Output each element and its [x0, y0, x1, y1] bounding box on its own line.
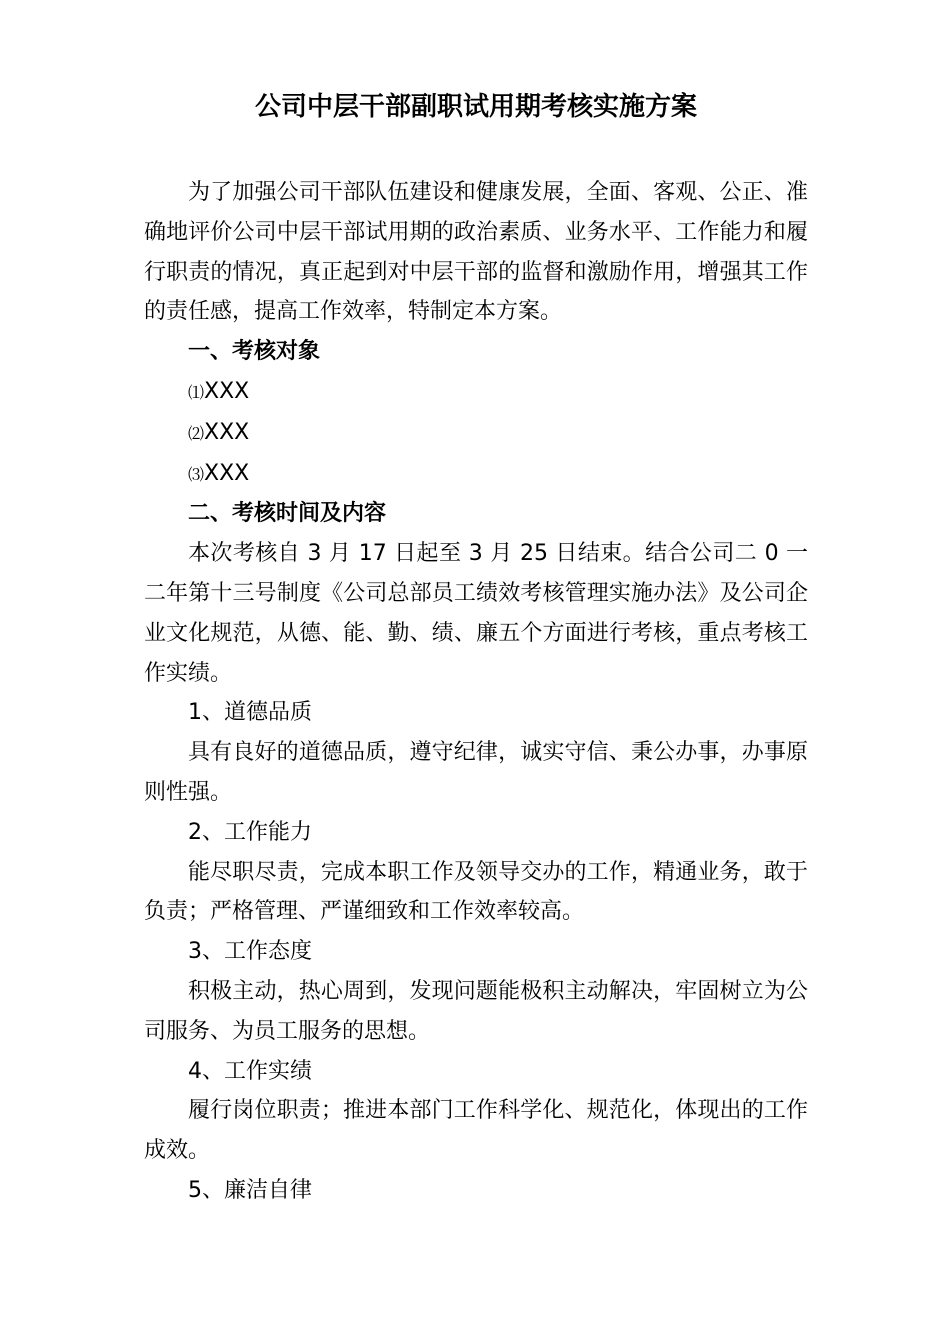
section-heading-time-and-content: 二、考核时间及内容: [188, 501, 387, 527]
document-title: 公司中层干部副职试用期考核实施方案: [254, 92, 697, 122]
subsection-text: 积极主动，热心周到，发现问题能极积主动解决，牢固树立为公司服务、为员工服务的思想。: [144, 978, 808, 1044]
subsection-title: 2、工作能力: [188, 819, 312, 845]
list-item-marker: ⑶: [188, 464, 205, 484]
intro-paragraph: 为了加强公司干部队伍建设和健康发展，全面、客观、公正、准确地评价公司中层干部试用期的政治素质、业务水平、工作能力和履行职责的情况，真正起到对中层干部的监督和激励作用，增强其工作的责任感，提高工作效率，特制定本方案。: [144, 180, 808, 325]
document-body: [144, 173, 808, 1211]
subsection-text: 具有良好的道德品质，遵守纪律，诚实守信、秉公办事，办事原则性强。: [144, 740, 808, 805]
list-item: [144, 413, 808, 454]
list-item: [144, 454, 808, 495]
list-item: [144, 372, 808, 413]
subsection-title: 4、工作实绩: [188, 1058, 312, 1084]
subsection-text: 能尽职尽责，完成本职工作及领导交办的工作，精通业务，敢于负责；严格管理、严谨细致和工作效率较高。: [144, 859, 808, 925]
subsection-text: 履行岗位职责；推进本部门工作科学化、规范化，体现出的工作成效。: [144, 1098, 808, 1164]
subsection-title: 1、道德品质: [188, 700, 312, 726]
list-item-text: XXX: [204, 460, 250, 486]
section-heading-assessment-targets: 一、考核对象: [188, 339, 321, 365]
subsection-title: 5、廉洁自律: [188, 1177, 312, 1203]
list-item-marker: ⑵: [188, 423, 205, 443]
list-item-text: XXX: [204, 419, 250, 445]
list-item-marker: ⑴: [188, 382, 205, 402]
list-item-text: XXX: [204, 378, 250, 404]
section-paragraph: 本次考核自 3 月 17 日起至 3 月 25 日结束。结合公司二 0 一二年第十三号制度《公司总部员工绩效考核管理实施办法》及公司企业文化规范，从德、能、勤、绩、廉五个方面进行考核，重点考核工作实绩。: [144, 541, 808, 686]
subsection-title: 3、工作态度: [188, 939, 312, 965]
